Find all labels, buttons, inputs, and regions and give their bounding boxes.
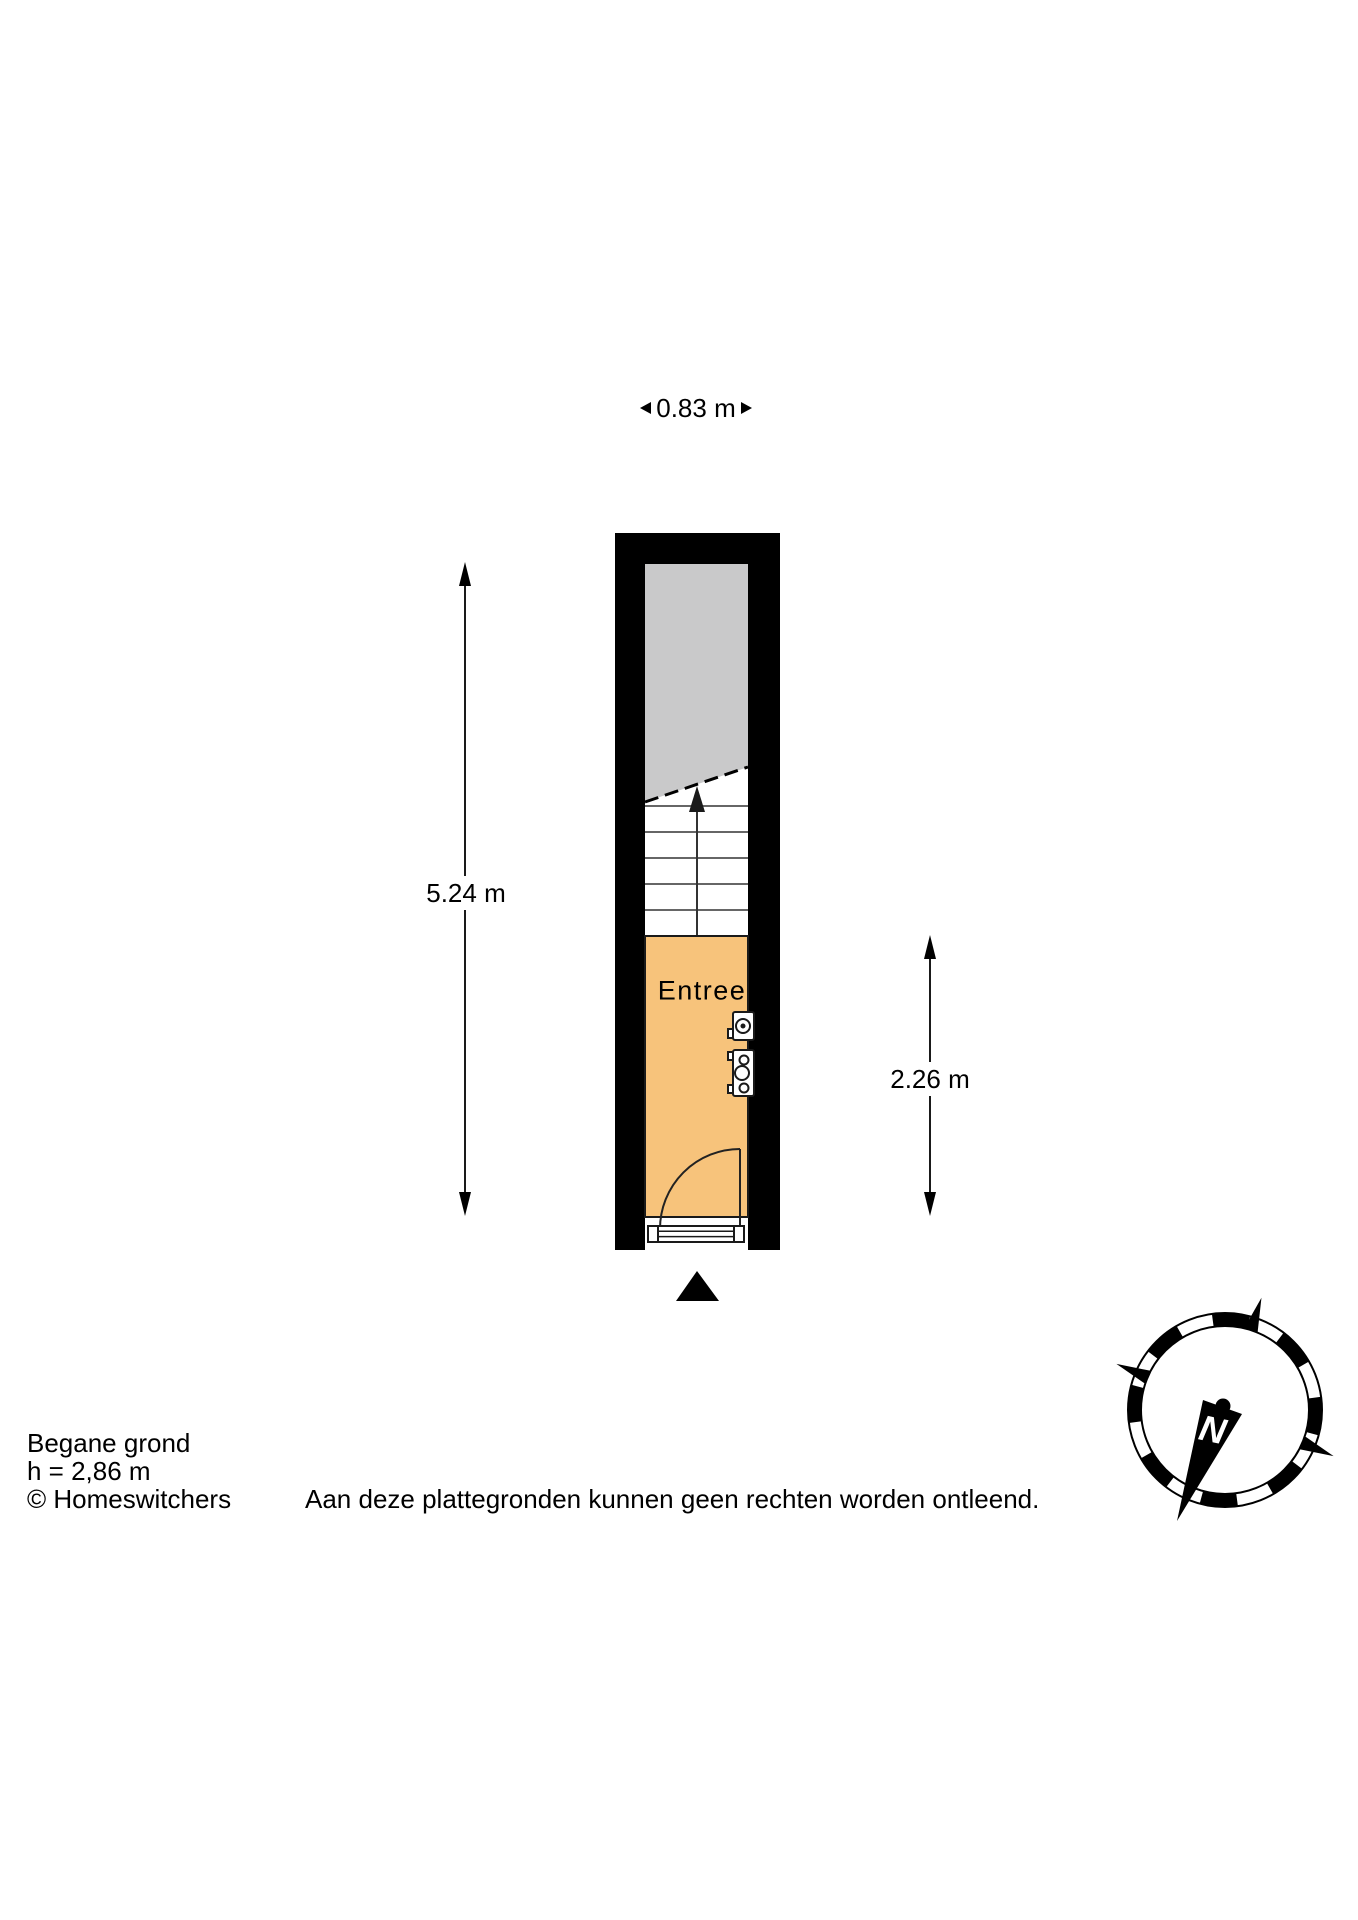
door-sill-frame bbox=[648, 1226, 744, 1242]
sink-knob-top bbox=[740, 1056, 749, 1065]
compass-spike-north bbox=[1244, 1296, 1268, 1333]
sink-basin bbox=[735, 1066, 749, 1080]
dim-arrowhead-down bbox=[924, 1192, 936, 1216]
dim-arrow-left-icon bbox=[640, 402, 651, 414]
dimension-total-height-label: 5.24 m bbox=[420, 876, 512, 910]
door-sill bbox=[648, 1226, 744, 1242]
dimension-width bbox=[640, 395, 752, 421]
dimension-width-label: 0.83 m bbox=[656, 393, 736, 423]
disclaimer-text: Aan deze plattegronden kunnen geen rechten worden ontleend. bbox=[305, 1484, 1040, 1514]
copyright: © Homeswitchers bbox=[27, 1484, 232, 1514]
footer-info bbox=[27, 1429, 231, 1513]
toilet-drain bbox=[741, 1024, 746, 1029]
dim-arrowhead-up bbox=[459, 562, 471, 586]
compass-rose-icon bbox=[1114, 1296, 1337, 1521]
ceiling-height: h = 2,86 m bbox=[27, 1456, 151, 1486]
dim-arrowhead-up bbox=[924, 935, 936, 959]
compass-north-label: N bbox=[1195, 1406, 1230, 1453]
dim-arrowhead-down bbox=[459, 1192, 471, 1216]
entrance-arrow-icon bbox=[676, 1271, 719, 1301]
floor-name: Begane grond bbox=[27, 1428, 191, 1458]
dim-arrow-right-icon bbox=[741, 402, 752, 414]
stair-landing bbox=[645, 564, 748, 802]
sink-knob-bottom bbox=[740, 1084, 749, 1093]
dimension-entree-height-label: 2.26 m bbox=[884, 1062, 976, 1096]
room-label-entree: Entree bbox=[657, 975, 747, 1006]
